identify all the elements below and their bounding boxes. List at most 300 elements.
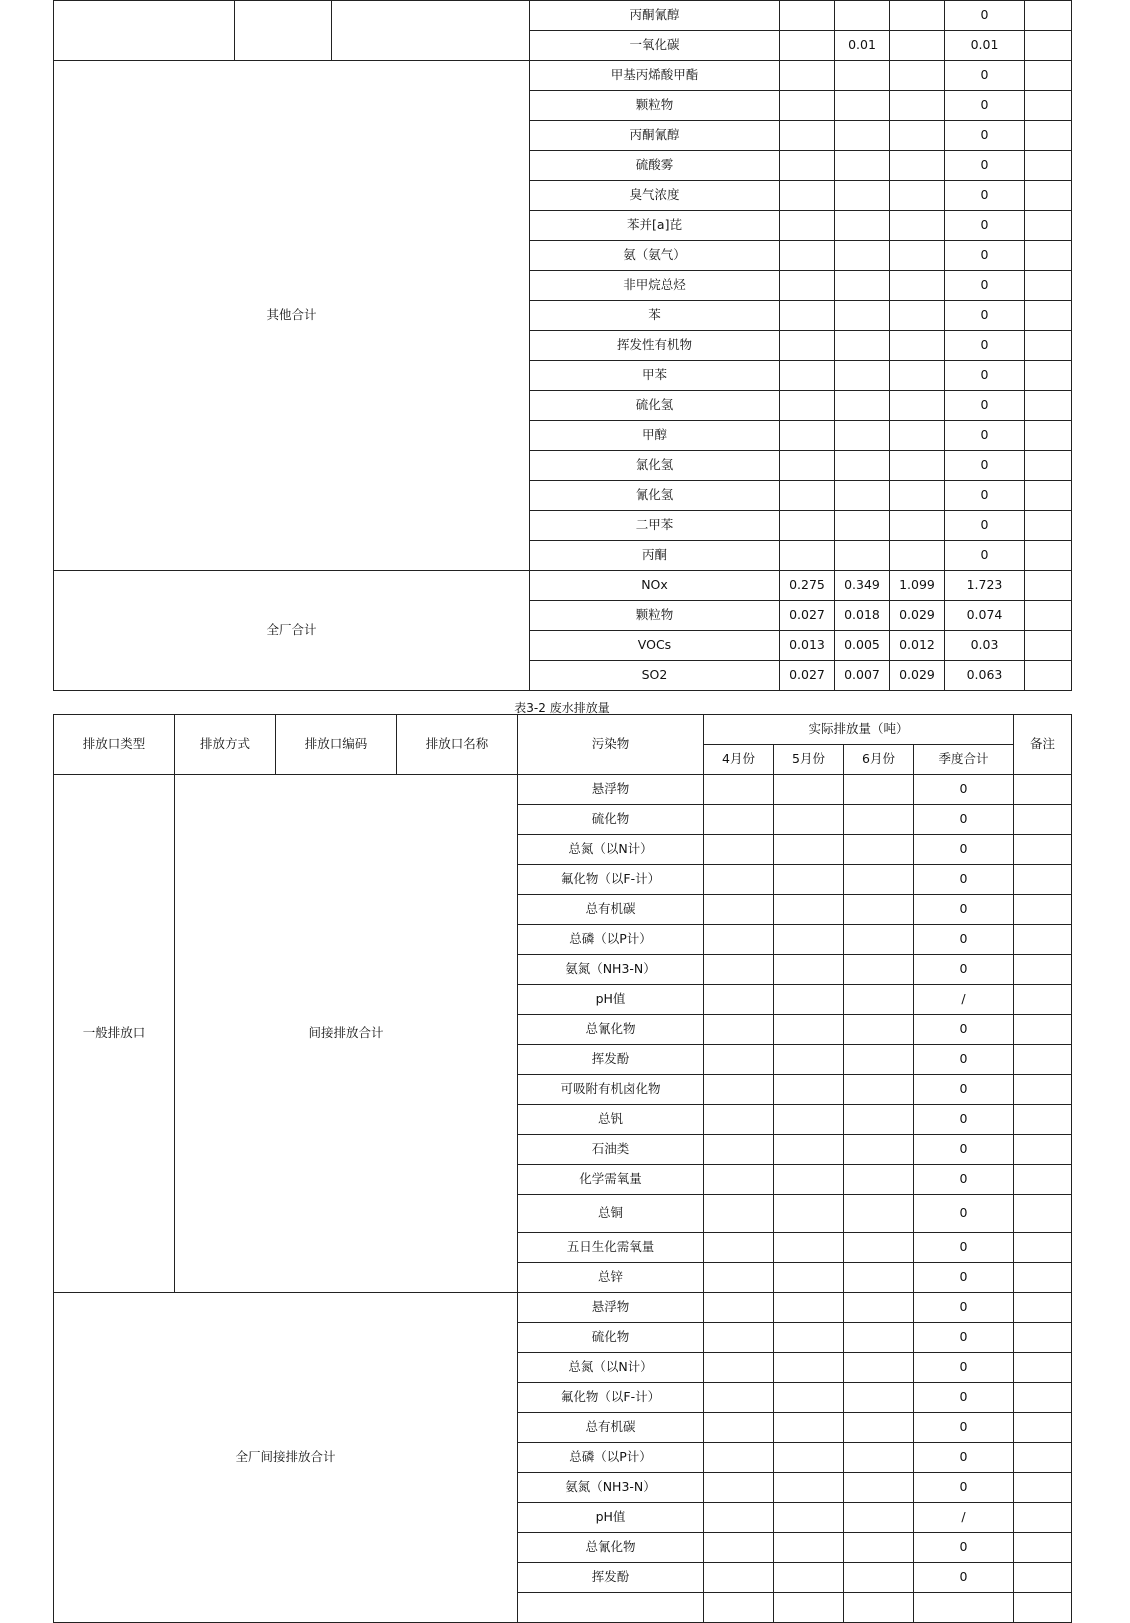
apr-cell bbox=[780, 481, 835, 511]
may-cell bbox=[835, 241, 890, 271]
header-outlet-name: 排放口名称 bbox=[397, 715, 518, 775]
header-discharge-mode: 排放方式 bbox=[175, 715, 276, 775]
jun-cell: 1.099 bbox=[890, 571, 945, 601]
may-cell bbox=[774, 1045, 844, 1075]
may-cell bbox=[774, 925, 844, 955]
jun-cell bbox=[890, 91, 945, 121]
apr-cell bbox=[780, 541, 835, 571]
pollutant-cell: 硫酸雾 bbox=[530, 151, 780, 181]
outlet-code-cell bbox=[235, 1, 332, 61]
pollutant-cell: 挥发酚 bbox=[518, 1563, 704, 1593]
may-cell bbox=[774, 1443, 844, 1473]
apr-cell bbox=[704, 775, 774, 805]
pollutant-cell: 氨氮（NH3-N） bbox=[518, 955, 704, 985]
jun-cell bbox=[844, 1135, 914, 1165]
jun-cell bbox=[890, 61, 945, 91]
pollutant-cell: 苯并[a]芘 bbox=[530, 211, 780, 241]
note-cell bbox=[1025, 511, 1072, 541]
plant-indirect-label: 全厂间接排放合计 bbox=[54, 1293, 518, 1623]
pollutant-cell: 总有机碳 bbox=[518, 895, 704, 925]
may-cell bbox=[835, 151, 890, 181]
jun-cell bbox=[890, 511, 945, 541]
may-cell: 0.018 bbox=[835, 601, 890, 631]
pollutant-cell: 颗粒物 bbox=[530, 601, 780, 631]
total-cell: 0 bbox=[945, 301, 1025, 331]
pollutant-cell: 二甲苯 bbox=[530, 511, 780, 541]
apr-cell bbox=[780, 61, 835, 91]
jun-cell bbox=[844, 1263, 914, 1293]
pollutant-cell: 丙酮 bbox=[530, 541, 780, 571]
jun-cell bbox=[844, 1323, 914, 1353]
jun-cell bbox=[890, 481, 945, 511]
apr-cell bbox=[704, 1045, 774, 1075]
note-cell bbox=[1014, 1563, 1072, 1593]
note-cell bbox=[1014, 1105, 1072, 1135]
quarter-total-cell: 0 bbox=[914, 805, 1014, 835]
plant-total-label: 全厂合计 bbox=[54, 571, 530, 691]
jun-cell bbox=[844, 895, 914, 925]
apr-cell bbox=[780, 391, 835, 421]
pollutant-cell: SO2 bbox=[530, 661, 780, 691]
apr-cell bbox=[704, 985, 774, 1015]
pollutant-cell: 一氧化碳 bbox=[530, 31, 780, 61]
apr-cell bbox=[704, 1165, 774, 1195]
note-cell bbox=[1014, 1503, 1072, 1533]
pollutant-cell: 硫化物 bbox=[518, 805, 704, 835]
may-cell bbox=[835, 61, 890, 91]
note-cell bbox=[1025, 421, 1072, 451]
jun-cell bbox=[890, 331, 945, 361]
table-caption: 表3-2 废水排放量 bbox=[514, 701, 610, 715]
note-cell bbox=[1014, 1015, 1072, 1045]
may-cell bbox=[774, 1353, 844, 1383]
pollutant-cell: 苯 bbox=[530, 301, 780, 331]
cut-off-cell bbox=[774, 1593, 844, 1623]
total-cell: 0 bbox=[945, 181, 1025, 211]
table-row bbox=[54, 1, 1072, 31]
jun-cell bbox=[844, 955, 914, 985]
quarter-total-cell: 0 bbox=[914, 925, 1014, 955]
apr-cell bbox=[704, 1233, 774, 1263]
quarter-total-cell: 0 bbox=[914, 1443, 1014, 1473]
apr-cell bbox=[780, 451, 835, 481]
jun-cell bbox=[844, 1015, 914, 1045]
apr-cell bbox=[704, 1135, 774, 1165]
quarter-total-cell: 0 bbox=[914, 1075, 1014, 1105]
note-cell bbox=[1014, 955, 1072, 985]
pollutant-cell: 总氰化物 bbox=[518, 1015, 704, 1045]
apr-cell bbox=[704, 1473, 774, 1503]
note-cell bbox=[1014, 1413, 1072, 1443]
jun-cell bbox=[844, 865, 914, 895]
note-cell bbox=[1014, 775, 1072, 805]
note-cell bbox=[1014, 1195, 1072, 1233]
may-cell bbox=[835, 451, 890, 481]
quarter-total-cell: 0 bbox=[914, 1165, 1014, 1195]
header-pollutant: 污染物 bbox=[518, 715, 704, 775]
quarter-total-cell: 0 bbox=[914, 1263, 1014, 1293]
jun-cell bbox=[890, 541, 945, 571]
may-cell bbox=[835, 391, 890, 421]
total-cell: 0 bbox=[945, 241, 1025, 271]
note-cell bbox=[1025, 391, 1072, 421]
apr-cell bbox=[704, 925, 774, 955]
apr-cell bbox=[780, 421, 835, 451]
total-cell: 1.723 bbox=[945, 571, 1025, 601]
apr-cell bbox=[780, 361, 835, 391]
may-cell bbox=[835, 421, 890, 451]
header-outlet-type: 排放口类型 bbox=[54, 715, 175, 775]
pollutant-cell: 悬浮物 bbox=[518, 775, 704, 805]
apr-cell bbox=[704, 1503, 774, 1533]
note-cell bbox=[1014, 1165, 1072, 1195]
jun-cell bbox=[844, 1045, 914, 1075]
may-cell bbox=[774, 1195, 844, 1233]
apr-cell bbox=[704, 895, 774, 925]
may-cell bbox=[774, 805, 844, 835]
pollutant-cell: 总铜 bbox=[518, 1195, 704, 1233]
total-cell: 0 bbox=[945, 451, 1025, 481]
may-cell bbox=[835, 331, 890, 361]
note-cell bbox=[1014, 865, 1072, 895]
total-cell: 0 bbox=[945, 421, 1025, 451]
apr-cell bbox=[704, 1075, 774, 1105]
wastewater-table-body bbox=[54, 715, 1072, 1623]
pollutant-cell: 石油类 bbox=[518, 1135, 704, 1165]
quarter-total-cell: 0 bbox=[914, 1323, 1014, 1353]
apr-cell bbox=[704, 1293, 774, 1323]
header-april: 4月份 bbox=[704, 745, 774, 775]
apr-cell bbox=[704, 1263, 774, 1293]
total-cell: 0.01 bbox=[945, 31, 1025, 61]
jun-cell: 0.029 bbox=[890, 601, 945, 631]
quarter-total-cell: 0 bbox=[914, 1563, 1014, 1593]
jun-cell bbox=[890, 391, 945, 421]
jun-cell bbox=[844, 805, 914, 835]
jun-cell bbox=[890, 361, 945, 391]
jun-cell bbox=[844, 1165, 914, 1195]
pollutant-cell: 非甲烷总烃 bbox=[530, 271, 780, 301]
cut-off-cell bbox=[1014, 1593, 1072, 1623]
may-cell bbox=[835, 211, 890, 241]
apr-cell bbox=[780, 271, 835, 301]
may-cell bbox=[774, 1105, 844, 1135]
total-cell: 0 bbox=[945, 361, 1025, 391]
jun-cell bbox=[844, 1353, 914, 1383]
apr-cell bbox=[704, 1353, 774, 1383]
note-cell bbox=[1014, 1263, 1072, 1293]
apr-cell bbox=[704, 1533, 774, 1563]
may-cell bbox=[835, 511, 890, 541]
pollutant-cell: 丙酮氰醇 bbox=[530, 121, 780, 151]
pollutant-cell: 甲醇 bbox=[530, 421, 780, 451]
quarter-total-cell: 0 bbox=[914, 1353, 1014, 1383]
pollutant-cell: 氨氮（NH3-N） bbox=[518, 1473, 704, 1503]
quarter-total-cell: 0 bbox=[914, 775, 1014, 805]
apr-cell bbox=[780, 151, 835, 181]
jun-cell bbox=[844, 985, 914, 1015]
total-cell: 0 bbox=[945, 121, 1025, 151]
pollutant-cell: 总磷（以P计） bbox=[518, 925, 704, 955]
jun-cell bbox=[844, 1233, 914, 1263]
jun-cell: 0.029 bbox=[890, 661, 945, 691]
may-cell: 0.007 bbox=[835, 661, 890, 691]
note-cell bbox=[1014, 1045, 1072, 1075]
note-cell bbox=[1025, 451, 1072, 481]
may-cell bbox=[835, 1, 890, 31]
pollutant-cell: 挥发性有机物 bbox=[530, 331, 780, 361]
jun-cell bbox=[890, 241, 945, 271]
may-cell bbox=[774, 955, 844, 985]
quarter-total-cell: / bbox=[914, 985, 1014, 1015]
note-cell bbox=[1014, 925, 1072, 955]
pollutant-cell: 臭气浓度 bbox=[530, 181, 780, 211]
apr-cell bbox=[704, 1323, 774, 1353]
total-cell: 0.03 bbox=[945, 631, 1025, 661]
pollutant-cell: 氯化氢 bbox=[530, 451, 780, 481]
note-cell bbox=[1025, 481, 1072, 511]
may-cell bbox=[774, 1383, 844, 1413]
header-june: 6月份 bbox=[844, 745, 914, 775]
note-cell bbox=[1025, 1, 1072, 31]
apr-cell bbox=[704, 1413, 774, 1443]
total-cell: 0 bbox=[945, 211, 1025, 241]
quarter-total-cell: 0 bbox=[914, 1533, 1014, 1563]
note-cell bbox=[1025, 331, 1072, 361]
apr-cell bbox=[704, 1443, 774, 1473]
apr-cell bbox=[780, 331, 835, 361]
may-cell bbox=[835, 271, 890, 301]
quarter-total-cell: 0 bbox=[914, 865, 1014, 895]
gas-emission-table bbox=[53, 0, 1072, 691]
note-cell bbox=[1014, 835, 1072, 865]
total-cell: 0 bbox=[945, 481, 1025, 511]
may-cell bbox=[774, 1323, 844, 1353]
may-cell bbox=[774, 775, 844, 805]
indirect-total-label: 间接排放合计 bbox=[175, 775, 518, 1293]
quarter-total-cell: 0 bbox=[914, 1413, 1014, 1443]
cut-off-cell bbox=[844, 1593, 914, 1623]
jun-cell bbox=[890, 1, 945, 31]
note-cell bbox=[1014, 895, 1072, 925]
apr-cell bbox=[780, 31, 835, 61]
apr-cell bbox=[704, 1105, 774, 1135]
note-cell bbox=[1014, 985, 1072, 1015]
note-cell bbox=[1014, 1533, 1072, 1563]
header-note: 备注 bbox=[1014, 715, 1072, 775]
pollutant-cell: 可吸附有机卤化物 bbox=[518, 1075, 704, 1105]
header-quarter-total: 季度合计 bbox=[914, 745, 1014, 775]
pollutant-cell: 总氮（以N计） bbox=[518, 1353, 704, 1383]
may-cell bbox=[835, 121, 890, 151]
quarter-total-cell: 0 bbox=[914, 1383, 1014, 1413]
total-cell: 0 bbox=[945, 511, 1025, 541]
quarter-total-cell: 0 bbox=[914, 955, 1014, 985]
header-may: 5月份 bbox=[774, 745, 844, 775]
pollutant-cell: 甲苯 bbox=[530, 361, 780, 391]
may-cell bbox=[774, 1233, 844, 1263]
note-cell bbox=[1025, 121, 1072, 151]
may-cell bbox=[774, 1075, 844, 1105]
note-cell bbox=[1025, 151, 1072, 181]
apr-cell bbox=[704, 865, 774, 895]
jun-cell bbox=[844, 1443, 914, 1473]
note-cell bbox=[1014, 805, 1072, 835]
note-cell bbox=[1025, 661, 1072, 691]
quarter-total-cell: / bbox=[914, 1503, 1014, 1533]
note-cell bbox=[1025, 211, 1072, 241]
note-cell bbox=[1025, 181, 1072, 211]
pollutant-cell: 化学需氧量 bbox=[518, 1165, 704, 1195]
pollutant-cell: 氨（氨气） bbox=[530, 241, 780, 271]
may-cell bbox=[835, 541, 890, 571]
pollutant-cell: 颗粒物 bbox=[530, 91, 780, 121]
may-cell bbox=[774, 1135, 844, 1165]
note-cell bbox=[1025, 541, 1072, 571]
pollutant-cell: 总氮（以N计） bbox=[518, 835, 704, 865]
jun-cell bbox=[890, 421, 945, 451]
header-outlet-code: 排放口编码 bbox=[276, 715, 397, 775]
jun-cell bbox=[844, 775, 914, 805]
quarter-total-cell: 0 bbox=[914, 1473, 1014, 1503]
note-cell bbox=[1014, 1473, 1072, 1503]
jun-cell bbox=[844, 1533, 914, 1563]
apr-cell bbox=[780, 211, 835, 241]
apr-cell bbox=[780, 301, 835, 331]
total-cell: 0 bbox=[945, 91, 1025, 121]
quarter-total-cell: 0 bbox=[914, 1293, 1014, 1323]
jun-cell bbox=[844, 1293, 914, 1323]
other-total-label: 其他合计 bbox=[54, 61, 530, 571]
pollutant-cell: 挥发酚 bbox=[518, 1045, 704, 1075]
jun-cell bbox=[844, 1383, 914, 1413]
apr-cell bbox=[780, 1, 835, 31]
may-cell bbox=[774, 1413, 844, 1443]
may-cell bbox=[835, 181, 890, 211]
jun-cell bbox=[844, 835, 914, 865]
apr-cell bbox=[780, 91, 835, 121]
jun-cell bbox=[890, 181, 945, 211]
note-cell bbox=[1025, 61, 1072, 91]
quarter-total-cell: 0 bbox=[914, 1045, 1014, 1075]
total-cell: 0 bbox=[945, 331, 1025, 361]
wastewater-table bbox=[53, 714, 1072, 1623]
may-cell bbox=[774, 895, 844, 925]
may-cell bbox=[774, 1533, 844, 1563]
total-cell: 0 bbox=[945, 271, 1025, 301]
jun-cell: 0.012 bbox=[890, 631, 945, 661]
pollutant-cell: pH值 bbox=[518, 985, 704, 1015]
may-cell: 0.349 bbox=[835, 571, 890, 601]
pollutant-cell: 总有机碳 bbox=[518, 1413, 704, 1443]
note-cell bbox=[1014, 1135, 1072, 1165]
apr-cell bbox=[704, 1383, 774, 1413]
quarter-total-cell: 0 bbox=[914, 1135, 1014, 1165]
may-cell bbox=[835, 301, 890, 331]
apr-cell bbox=[780, 181, 835, 211]
pollutant-cell: 总磷（以P计） bbox=[518, 1443, 704, 1473]
apr-cell bbox=[704, 835, 774, 865]
jun-cell bbox=[844, 1473, 914, 1503]
jun-cell bbox=[890, 271, 945, 301]
pollutant-cell: 甲基丙烯酸甲酯 bbox=[530, 61, 780, 91]
apr-cell bbox=[780, 511, 835, 541]
pollutant-cell: VOCs bbox=[530, 631, 780, 661]
apr-cell bbox=[704, 805, 774, 835]
note-cell bbox=[1014, 1323, 1072, 1353]
note-cell bbox=[1025, 241, 1072, 271]
cut-off-cell bbox=[518, 1593, 704, 1623]
total-cell: 0 bbox=[945, 391, 1025, 421]
cut-off-cell bbox=[704, 1593, 774, 1623]
note-cell bbox=[1014, 1353, 1072, 1383]
jun-cell bbox=[890, 31, 945, 61]
apr-cell: 0.027 bbox=[780, 661, 835, 691]
may-cell bbox=[835, 481, 890, 511]
total-cell: 0 bbox=[945, 61, 1025, 91]
jun-cell bbox=[890, 121, 945, 151]
jun-cell bbox=[890, 301, 945, 331]
note-cell bbox=[1025, 571, 1072, 601]
may-cell bbox=[835, 91, 890, 121]
note-cell bbox=[1014, 1233, 1072, 1263]
may-cell bbox=[835, 361, 890, 391]
table-row bbox=[54, 1293, 1072, 1323]
apr-cell: 0.275 bbox=[780, 571, 835, 601]
may-cell: 0.005 bbox=[835, 631, 890, 661]
note-cell bbox=[1025, 271, 1072, 301]
jun-cell bbox=[844, 1075, 914, 1105]
pollutant-cell: 氟化物（以F-计） bbox=[518, 865, 704, 895]
pollutant-cell: 硫化物 bbox=[518, 1323, 704, 1353]
apr-cell bbox=[704, 1015, 774, 1045]
may-cell bbox=[774, 1263, 844, 1293]
may-cell bbox=[774, 1293, 844, 1323]
may-cell bbox=[774, 1015, 844, 1045]
may-cell bbox=[774, 1165, 844, 1195]
jun-cell bbox=[844, 1413, 914, 1443]
pollutant-cell: pH值 bbox=[518, 1503, 704, 1533]
apr-cell bbox=[704, 1563, 774, 1593]
note-cell bbox=[1014, 1293, 1072, 1323]
table-row bbox=[54, 775, 1072, 805]
pollutant-cell: NOx bbox=[530, 571, 780, 601]
pollutant-cell: 丙酮氰醇 bbox=[530, 1, 780, 31]
total-cell: 0 bbox=[945, 1, 1025, 31]
quarter-total-cell: 0 bbox=[914, 1105, 1014, 1135]
note-cell bbox=[1025, 91, 1072, 121]
may-cell bbox=[774, 835, 844, 865]
apr-cell: 0.013 bbox=[780, 631, 835, 661]
jun-cell bbox=[844, 1195, 914, 1233]
jun-cell bbox=[890, 451, 945, 481]
apr-cell bbox=[780, 121, 835, 151]
apr-cell bbox=[780, 241, 835, 271]
pollutant-cell: 悬浮物 bbox=[518, 1293, 704, 1323]
may-cell bbox=[774, 1473, 844, 1503]
apr-cell: 0.027 bbox=[780, 601, 835, 631]
header-row bbox=[54, 715, 1072, 745]
quarter-total-cell: 0 bbox=[914, 1195, 1014, 1233]
pollutant-cell: 氰化氢 bbox=[530, 481, 780, 511]
note-cell bbox=[1025, 31, 1072, 61]
jun-cell bbox=[844, 1563, 914, 1593]
note-cell bbox=[1014, 1075, 1072, 1105]
cut-off-cell bbox=[914, 1593, 1014, 1623]
table-row bbox=[54, 571, 1072, 601]
pollutant-cell: 硫化氢 bbox=[530, 391, 780, 421]
may-cell bbox=[774, 865, 844, 895]
